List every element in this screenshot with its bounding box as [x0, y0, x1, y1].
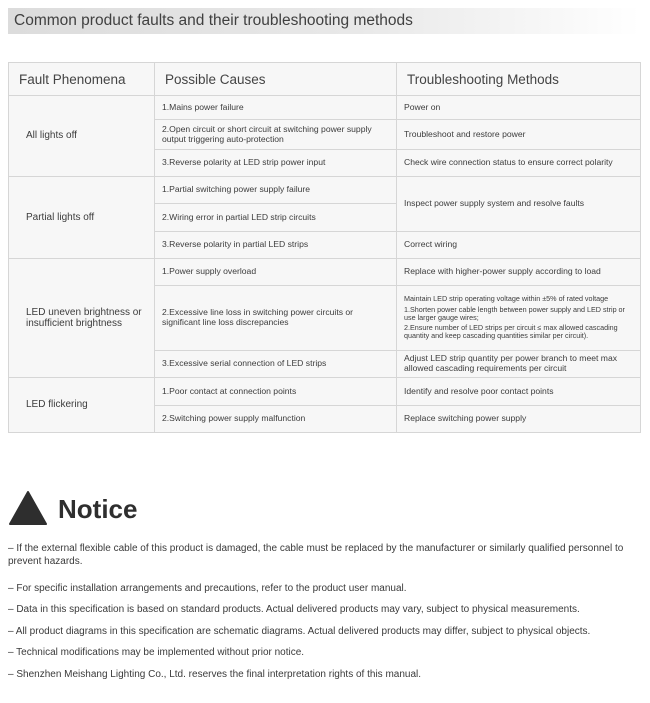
method-line: 1.Shorten power cable length between power supply and LED strip or use larger gauge wires; — [404, 304, 625, 322]
cause-cell: 2.Open circuit or short circuit at switching power supply output triggering auto-protection — [155, 120, 397, 150]
method-cell: Adjust LED strip quantity per power branch to meet max allowed cascading requirements per circuit — [397, 351, 641, 378]
phenomenon-cell: LED uneven brightness or insufficient brightness — [9, 259, 155, 378]
phenomenon-cell: Partial lights off — [9, 177, 155, 259]
header-fault-phenomena: Fault Phenomena — [9, 63, 155, 96]
method-cell — [397, 286, 641, 351]
cause-cell: 1.Poor contact at connection points — [155, 378, 397, 406]
cause-cell: 1.Power supply overload — [155, 259, 397, 286]
phenomenon-cell: LED flickering — [9, 378, 155, 433]
cause-cell: 3.Reverse polarity in partial LED strips — [155, 232, 397, 259]
cause-cell: 3.Reverse polarity at LED strip power input — [155, 150, 397, 177]
cause-cell: 2.Excessive line loss in switching power circuits or significant line loss discrepancies — [155, 286, 397, 351]
table-header-row — [9, 63, 641, 96]
cause-cell: 2.Switching power supply malfunction — [155, 406, 397, 433]
notice-item: – All product diagrams in this specification are schematic diagrams. Actual delivered products may differ, subject to physical objects. — [8, 626, 591, 637]
table-row — [9, 378, 641, 406]
notice-item: – If the external flexible cable of this product is damaged, the cable must be replaced by the manufacturer or similarly qualified personnel to prevent hazards. — [8, 543, 624, 567]
section-title: Common product faults and their troubleshooting methods — [8, 8, 640, 34]
method-cell: Correct wiring — [397, 232, 641, 259]
method-cell: Replace with higher-power supply according to load — [397, 259, 641, 286]
table-row — [9, 96, 641, 120]
cause-cell: 1.Partial switching power supply failure — [155, 177, 397, 204]
table-row — [9, 259, 641, 286]
warning-triangle-icon — [8, 490, 48, 526]
table-row — [9, 177, 641, 204]
method-cell: Check wire connection status to ensure correct polarity — [397, 150, 641, 177]
method-cell: Power on — [397, 96, 641, 120]
notice-title: Notice — [58, 494, 138, 524]
cause-cell: 2.Wiring error in partial LED strip circuits — [155, 204, 397, 232]
troubleshooting-table — [8, 62, 641, 433]
notice-item: – Shenzhen Meishang Lighting Co., Ltd. reserves the final interpretation rights of this manual. — [8, 669, 422, 680]
notice-item: – Technical modifications may be implemented without prior notice. — [8, 647, 305, 658]
method-cell: Replace switching power supply — [397, 406, 641, 433]
method-cell: Identify and resolve poor contact points — [397, 378, 641, 406]
method-cell: Inspect power supply system and resolve faults — [397, 177, 641, 232]
header-troubleshooting-methods: Troubleshooting Methods — [397, 63, 641, 96]
notice-item: – Data in this specification is based on standard products. Actual delivered products may vary, subject to physical measurements. — [8, 604, 580, 615]
phenomenon-cell: All lights off — [9, 96, 155, 177]
cause-cell: 3.Excessive serial connection of LED strips — [155, 351, 397, 378]
method-line: 2.Ensure number of LED strips per circuit ≤ max allowed cascading quantity and keep cascading quantities similar per circuit). — [404, 323, 618, 341]
notice-item: – For specific installation arrangements and precautions, refer to the product user manual. — [8, 583, 407, 594]
method-line: Maintain LED strip operating voltage within ±5% of rated voltage — [404, 294, 609, 304]
notice-heading — [8, 488, 308, 528]
header-possible-causes: Possible Causes — [155, 63, 397, 96]
cause-cell: 1.Mains power failure — [155, 96, 397, 120]
method-cell: Troubleshoot and restore power — [397, 120, 641, 150]
